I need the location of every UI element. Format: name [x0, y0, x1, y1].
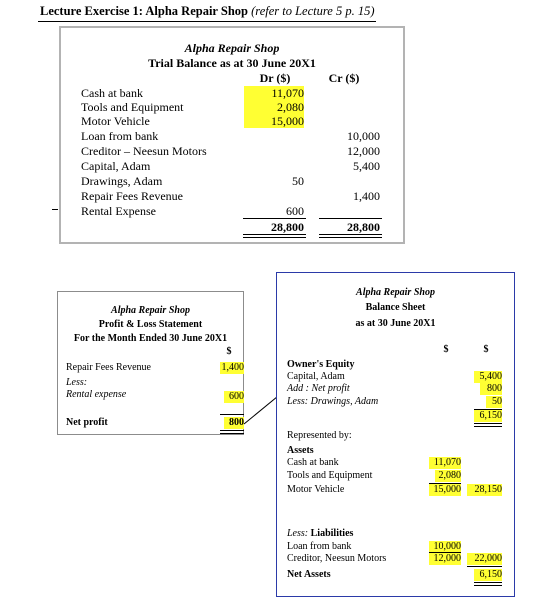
tb-cr-double-underline	[319, 234, 382, 238]
bs-less-label: Less: Drawings, Adam	[287, 396, 379, 407]
bs-net-assets-value: 6,150	[474, 569, 502, 581]
bs-asset-value: 15,000	[429, 484, 461, 496]
tb-dr: 50	[292, 174, 304, 188]
tb-total-cr: 28,800	[347, 220, 380, 234]
bs-asset-label: Tools and Equipment	[287, 470, 373, 481]
pl-col-dollar: $	[226, 346, 232, 357]
pl-less-label: Less:	[66, 377, 88, 388]
tb-account: Loan from bank	[81, 129, 159, 143]
tb-cr-subtotal-line	[319, 218, 382, 219]
bs-net-assets-label: Net Assets	[287, 569, 331, 580]
pl-expense-value: 600	[224, 391, 244, 403]
pl-net-label: Net profit	[66, 417, 108, 428]
tb-account: Rental Expense	[81, 204, 156, 218]
bs-asset-value: 11,070	[429, 457, 461, 469]
bs-liability-label: Loan from bank	[287, 541, 352, 552]
bs-date: as at 30 June 20X1	[355, 318, 436, 329]
tb-dr-subtotal-line	[243, 218, 306, 219]
tb-col-dr: Dr ($)	[259, 71, 291, 85]
bs-capital-label: Capital, Adam	[287, 371, 345, 382]
bs-equity-heading: Owner's Equity	[287, 359, 355, 370]
pl-expense-label: Rental expense	[66, 389, 127, 400]
bs-less-value: 50	[486, 396, 502, 408]
tb-account: Cash at bank	[81, 86, 143, 100]
bs-represented-by: Represented by:	[287, 430, 352, 441]
bs-heading: Balance Sheet	[365, 302, 426, 313]
tb-dr-double-underline	[243, 234, 306, 238]
tb-margin-tick	[52, 209, 58, 210]
title-underline	[38, 21, 376, 22]
bs-col2: $	[483, 344, 489, 355]
tb-dr: 2,080	[244, 100, 304, 114]
pl-company: Alpha Repair Shop	[111, 305, 190, 316]
pl-net-value: 800	[224, 417, 244, 429]
pl-net-double-underline	[220, 430, 244, 434]
bs-asset-label: Motor Vehicle	[287, 484, 345, 495]
tb-account: Repair Fees Revenue	[81, 189, 183, 203]
pl-revenue-value: 1,400	[221, 362, 244, 373]
exercise-title-text: Lecture Exercise 1: Alpha Repair Shop	[40, 4, 248, 18]
bs-company: Alpha Repair Shop	[356, 287, 435, 298]
tb-dr: 600	[286, 204, 304, 218]
tb-heading: Trial Balance as at 30 June 20X1	[148, 56, 316, 70]
lecture-reference: (refer to Lecture 5 p. 15)	[251, 4, 375, 18]
bs-asset-value: 2,080	[435, 470, 461, 482]
tb-total-dr: 28,800	[271, 220, 304, 234]
bs-add-value: 800	[480, 383, 502, 395]
tb-dr: 15,000	[244, 114, 304, 128]
tb-dr: 11,070	[244, 86, 304, 100]
tb-account: Motor Vehicle	[81, 114, 150, 128]
tb-cr: 10,000	[347, 129, 380, 143]
bs-col1: $	[443, 344, 449, 355]
tb-cr: 1,400	[353, 189, 380, 203]
tb-account: Tools and Equipment	[81, 100, 184, 114]
pl-revenue-label: Repair Fees Revenue	[66, 362, 151, 373]
bs-liab-less: Less:	[287, 528, 309, 539]
tb-account: Drawings, Adam	[81, 174, 163, 188]
bs-liability-label: Creditor, Neesun Motors	[287, 553, 387, 564]
tb-account: Creditor – Neesun Motors	[81, 144, 207, 158]
bs-assets-heading: Assets	[287, 445, 314, 456]
exercise-title	[40, 4, 374, 19]
bs-liability-value: 12,000	[429, 553, 461, 565]
tb-cr: 5,400	[353, 159, 380, 173]
bs-capital-value: 5,400	[474, 371, 502, 383]
tb-col-cr: Cr ($)	[328, 71, 360, 85]
pl-heading: Profit & Loss Statement	[98, 319, 203, 330]
pl-period: For the Month Ended 30 June 20X1	[73, 333, 228, 344]
bs-assets-total: 28,150	[467, 484, 502, 496]
bs-equity-total: 6,150	[474, 410, 502, 422]
bs-asset-label: Cash at bank	[287, 457, 339, 468]
bs-liab-heading-line	[287, 528, 353, 540]
tb-account: Capital, Adam	[81, 159, 151, 173]
bs-net-assets-double-underline	[474, 582, 502, 586]
bs-liab-total: 22,000	[467, 553, 502, 565]
bs-liability-value: 10,000	[429, 541, 461, 553]
tb-company: Alpha Repair Shop	[184, 41, 280, 55]
bs-add-label: Add : Net profit	[287, 383, 350, 394]
bs-equity-double-underline	[474, 423, 502, 427]
bs-net-assets-line	[467, 566, 502, 567]
tb-cr: 12,000	[347, 144, 380, 158]
bs-liab-heading: Liabilities	[310, 528, 354, 539]
